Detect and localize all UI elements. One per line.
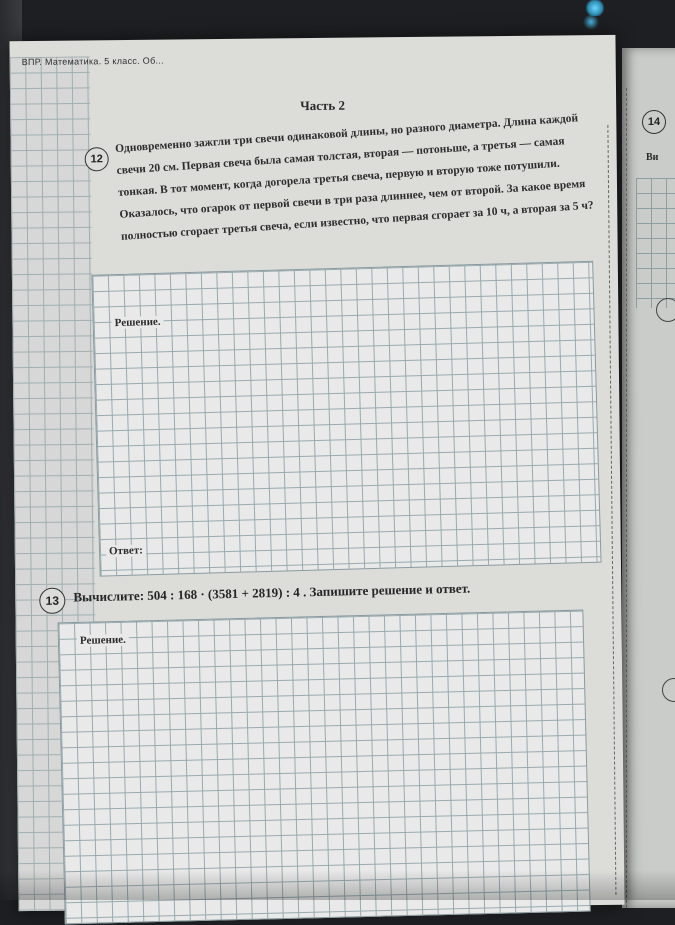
page-cut-line	[607, 125, 616, 895]
task-13-solution-label: Решение.	[77, 634, 129, 647]
task-13-text: Вычислите: 504 : 168 · (3581 + 2819) : 4 . Запишите решение и ответ.	[73, 580, 471, 605]
task-12-number: 12	[85, 147, 109, 171]
right-page-circle	[662, 678, 675, 702]
task-12-solution-label: Решение.	[112, 316, 164, 329]
right-page-grid	[636, 178, 675, 308]
task-12-text: Одновременно зажгли три свечи одинаковой длины, но разного диаметра. Длина каждой свечи 20 см. Первая свеча была самая толстая, вторая — потоньше, а третья — самая тонкая. В тот момент, когда догорела третья свеча, первую и вторую тоже потушили. Оказалось, что огарок от первой свечи в три раза длиннее, чем от второй. За какое время полностью сгорает третья свеча, если известно, что первая сгорает за 10 ч, а вторая за 5 ч?	[114, 112, 594, 243]
task-13-number: 13	[39, 588, 65, 614]
task-12-answer-label: Ответ:	[106, 544, 146, 557]
bottom-shadow	[0, 870, 675, 900]
right-page-cut-line	[626, 88, 627, 908]
task-14-text: Ви	[646, 152, 659, 163]
right-page	[622, 48, 675, 908]
task-12-answer-box[interactable]	[91, 261, 601, 577]
worksheet-page	[9, 35, 624, 911]
screen-glow-secondary	[583, 14, 599, 30]
page-header: ВПР. Математика. 5 класс. Об...	[21, 55, 164, 68]
task-14-number: 14	[642, 110, 666, 134]
right-page-circle	[656, 298, 675, 322]
part-title: Часть 2	[300, 97, 346, 114]
